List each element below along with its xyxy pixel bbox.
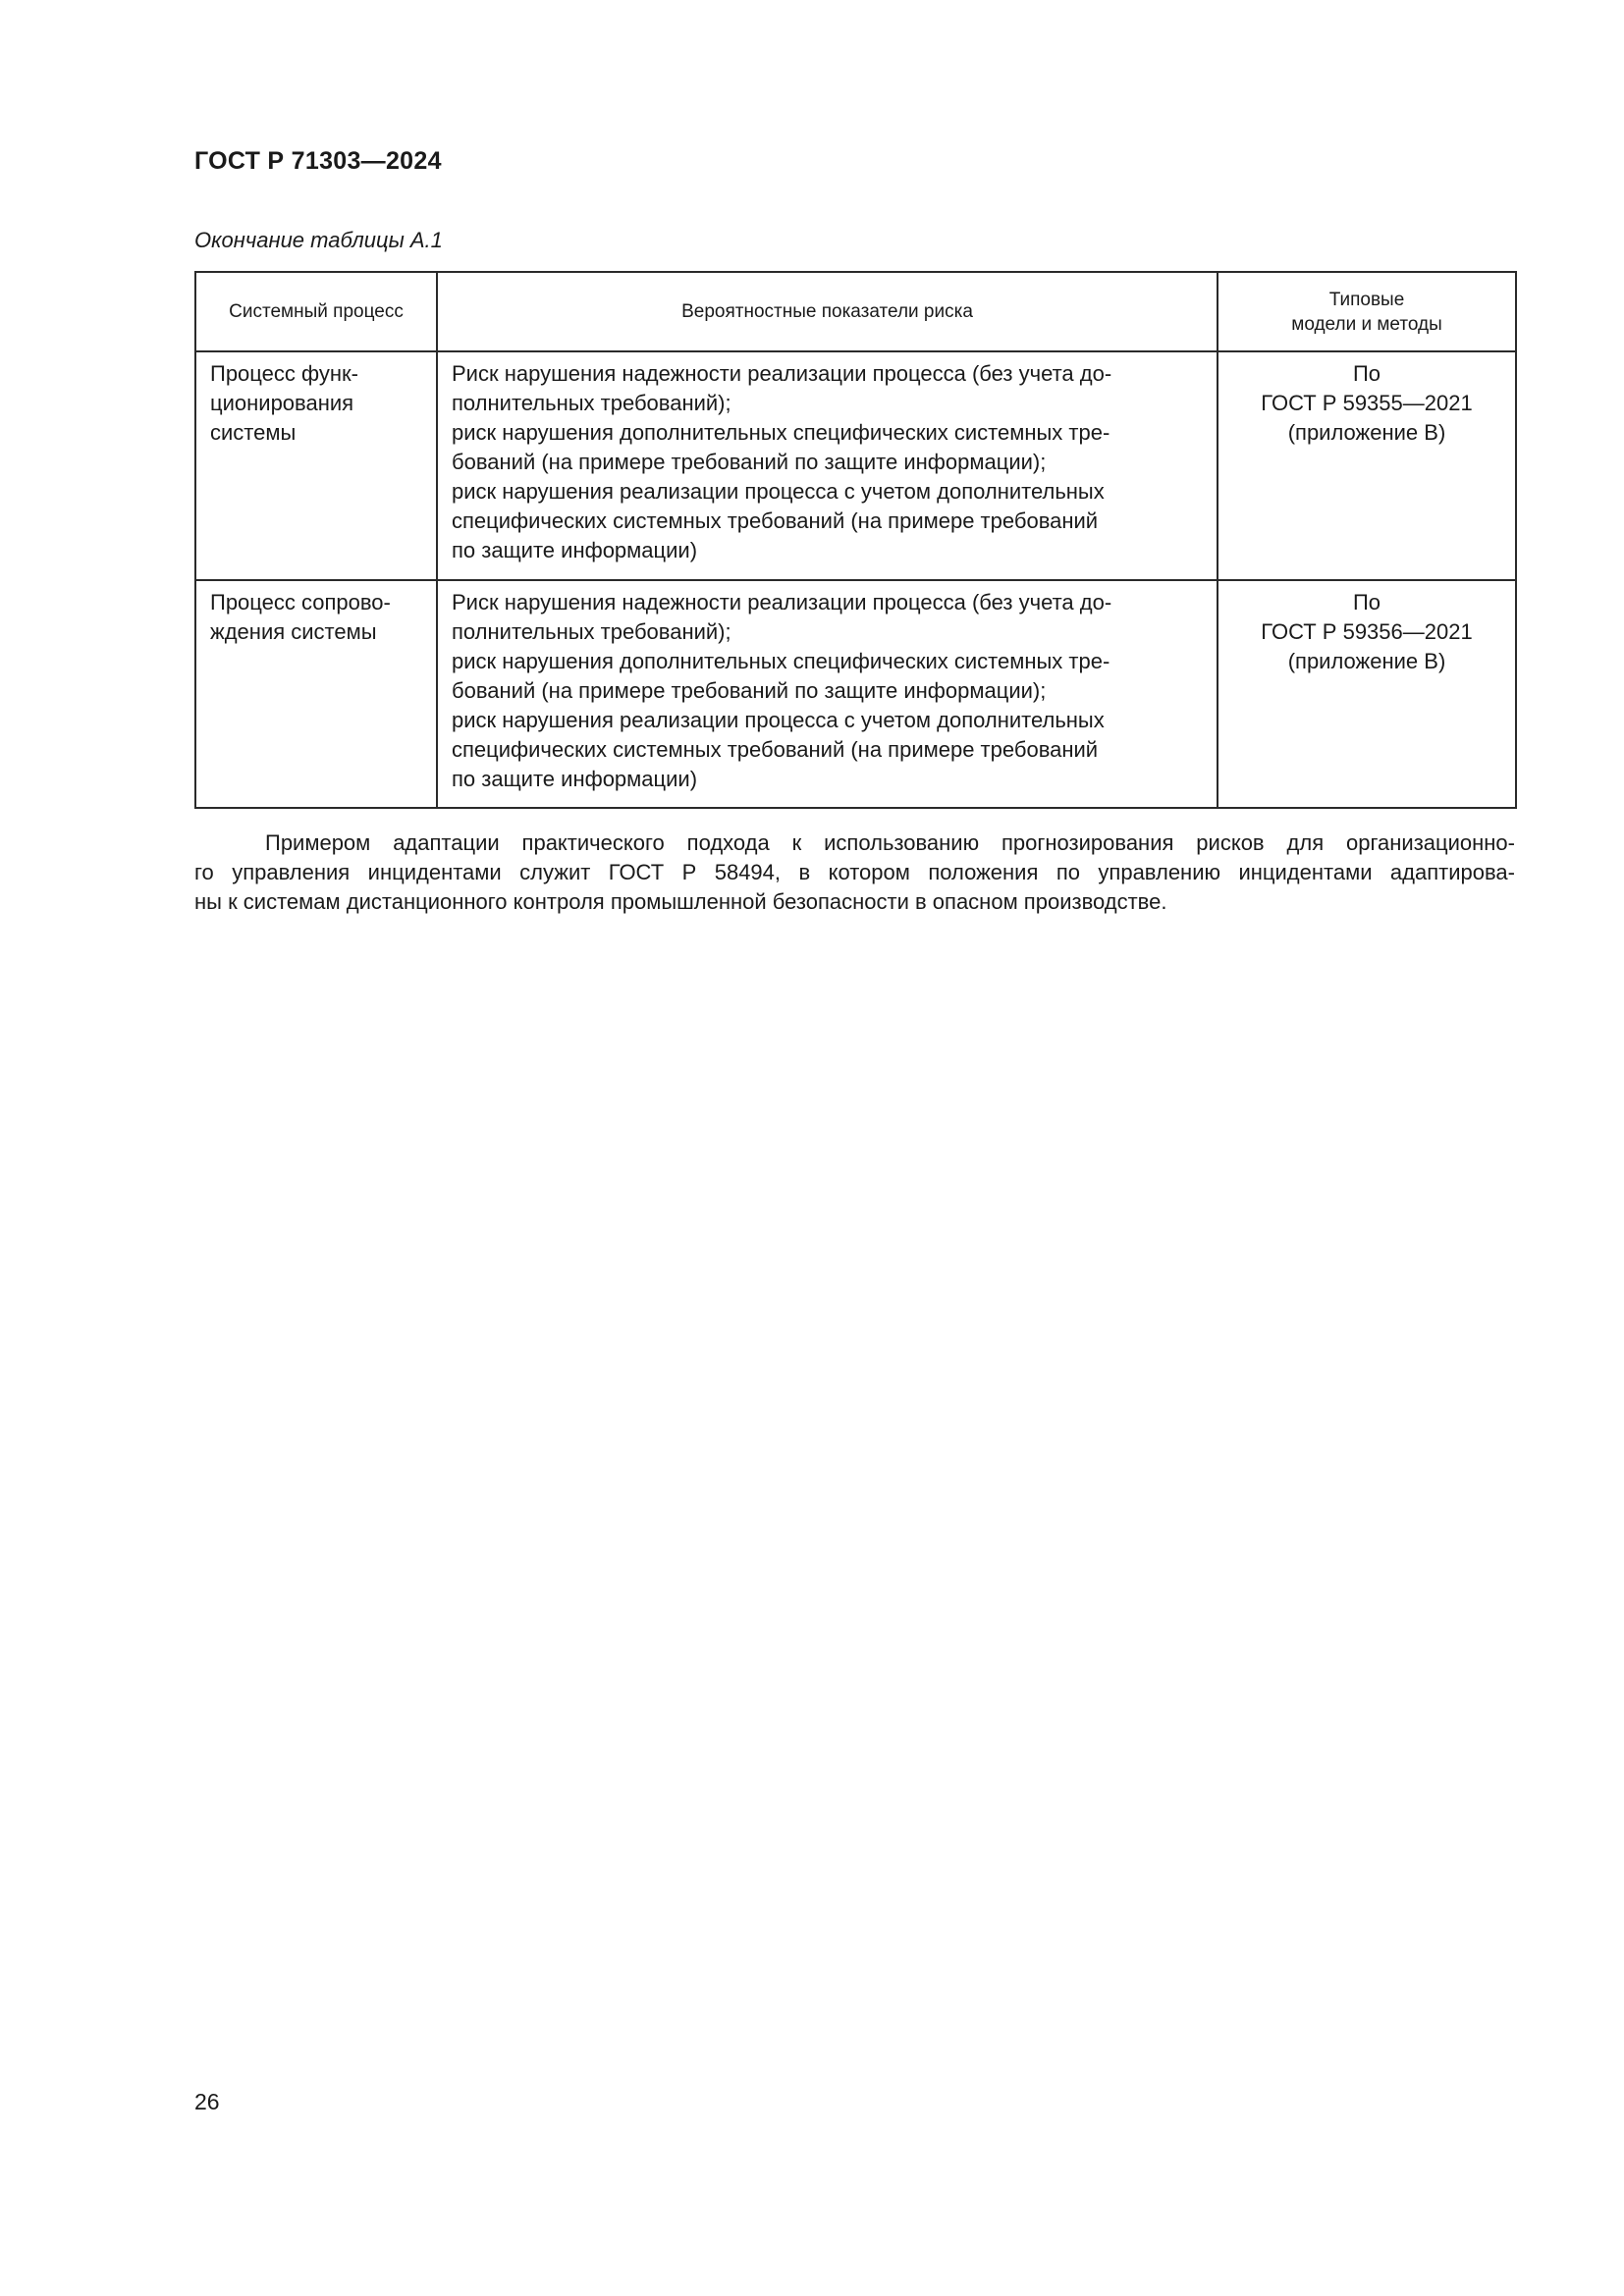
cell-line: специфических системных требований (на примере требований <box>452 737 1099 762</box>
table-header-row <box>195 272 1516 351</box>
cell-line: бований (на примере требований по защите информации); <box>452 678 1047 703</box>
cell-line: ждения системы <box>210 619 377 644</box>
header-system-process: Системный процесс <box>195 272 437 351</box>
cell-models-methods <box>1218 351 1516 580</box>
header-risk-indicators: Вероятностные показатели риска <box>437 272 1218 351</box>
cell-line: специфических системных требований (на примере требований <box>452 508 1099 533</box>
cell-line: по защите информации) <box>452 538 698 562</box>
paragraph-line: ны к системам дистанционного контроля промышленной безопасности в опасном производстве. <box>194 889 1167 914</box>
cell-line: бований (на примере требований по защите информации); <box>452 450 1047 474</box>
cell-line: ционирования <box>210 391 354 415</box>
table-row <box>195 351 1516 580</box>
cell-line: риск нарушения дополнительных специфических системных тре- <box>452 649 1110 673</box>
table-row <box>195 580 1516 808</box>
cell-line: ГОСТ Р 59355—2021 <box>1261 391 1473 415</box>
header-models-methods-line: модели и методы <box>1291 313 1442 335</box>
cell-line: риск нарушения реализации процесса с учетом дополнительных <box>452 708 1105 732</box>
cell-line: По <box>1352 590 1381 614</box>
cell-line: риск нарушения реализации процесса с учетом дополнительных <box>452 479 1105 504</box>
page-number: 26 <box>194 2089 220 2114</box>
cell-line: Процесс функ- <box>210 361 358 386</box>
cell-models-methods <box>1218 580 1516 808</box>
body-paragraph <box>194 828 1515 917</box>
paragraph-line: го управления инцидентами служит ГОСТ Р 58494, в котором положения по управлению инцидентами адаптирова- <box>194 860 1515 884</box>
cell-system-process <box>195 351 437 580</box>
cell-line: полнительных требований); <box>452 619 731 644</box>
cell-risk-indicators <box>437 351 1218 580</box>
cell-line: ГОСТ Р 59356—2021 <box>1261 619 1473 644</box>
document-code: ГОСТ Р 71303—2024 <box>194 147 442 175</box>
cell-line: по защите информации) <box>452 767 698 791</box>
header-models-methods <box>1218 272 1516 351</box>
cell-line: (приложение В) <box>1287 420 1446 445</box>
cell-line: Риск нарушения надежности реализации процесса (без учета до- <box>452 590 1112 614</box>
risk-table <box>194 271 1517 809</box>
cell-system-process <box>195 580 437 808</box>
cell-line: полнительных требований); <box>452 391 731 415</box>
cell-line: системы <box>210 420 297 445</box>
cell-line: риск нарушения дополнительных специфических системных тре- <box>452 420 1110 445</box>
cell-line: По <box>1352 361 1381 386</box>
table-caption: Окончание таблицы А.1 <box>194 228 443 252</box>
cell-line: Риск нарушения надежности реализации процесса (без учета до- <box>452 361 1112 386</box>
cell-line: Процесс сопрово- <box>210 590 391 614</box>
header-models-methods-line: Типовые <box>1328 289 1405 310</box>
cell-risk-indicators <box>437 580 1218 808</box>
cell-line: (приложение В) <box>1287 649 1446 673</box>
paragraph-line: Примером адаптации практического подхода к использованию прогнозирования рисков для организационно- <box>265 830 1515 855</box>
